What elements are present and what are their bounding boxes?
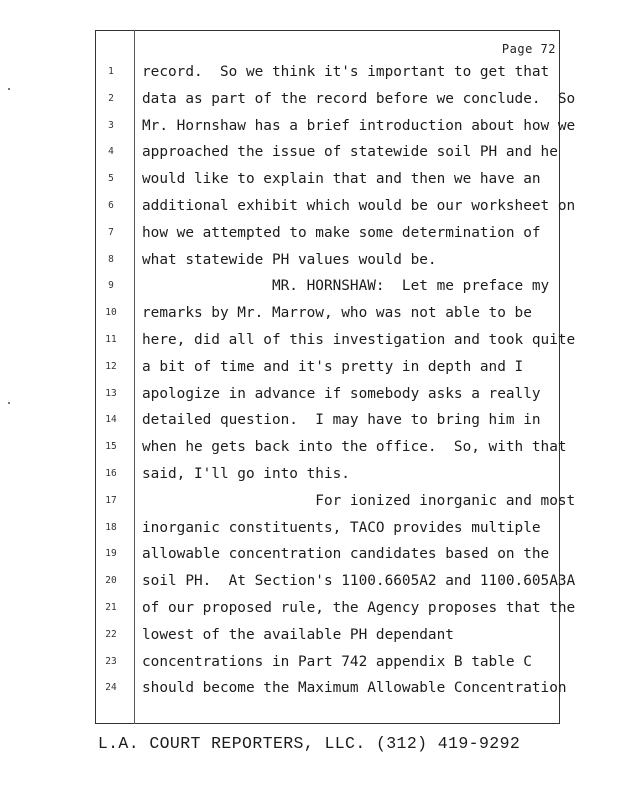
line-number: 7 [108, 226, 114, 238]
transcript-line [0, 118, 618, 144]
transcript-line [0, 386, 618, 412]
line-number: 13 [105, 387, 117, 399]
transcript-line [0, 252, 618, 278]
transcript-line [0, 654, 618, 680]
line-text: For ionized inorganic and most [142, 492, 576, 509]
line-number: 8 [108, 253, 114, 265]
scan-speck [8, 88, 10, 90]
transcript-line [0, 278, 618, 304]
line-text: MR. HORNSHAW: Let me preface my [142, 278, 550, 295]
line-number: 22 [105, 628, 117, 640]
transcript-line [0, 305, 618, 331]
line-number: 15 [105, 441, 117, 453]
line-text: concentrations in Part 742 appendix B table C [142, 653, 532, 670]
line-number: 19 [105, 548, 117, 560]
transcript-line [0, 64, 618, 90]
page-number: Page 72 [501, 42, 556, 56]
line-number: 20 [105, 575, 117, 587]
line-number: 1 [108, 66, 114, 77]
line-text: a bit of time and it's pretty in depth and I [142, 358, 524, 375]
line-text: data as part of the record before we conclude. So [142, 90, 576, 107]
line-number: 11 [105, 334, 117, 345]
line-number: 10 [105, 307, 117, 319]
line-number: 24 [105, 682, 117, 694]
line-text: remarks by Mr. Marrow, who was not able to be [142, 305, 532, 322]
line-text: approached the issue of statewide soil PH and he [142, 144, 558, 161]
line-text: lowest of the available PH dependant [142, 626, 454, 643]
line-number: 3 [108, 119, 114, 131]
transcript-line [0, 573, 618, 599]
transcript-line [0, 546, 618, 572]
line-number: 16 [105, 468, 117, 479]
line-number: 9 [108, 280, 114, 292]
line-text: allowable concentration candidates based on the [142, 546, 550, 563]
transcript-line [0, 332, 618, 358]
line-number: 4 [108, 146, 114, 158]
line-number: 21 [105, 602, 117, 613]
line-number: 12 [105, 360, 117, 372]
line-text: would like to explain that and then we have an [142, 171, 541, 188]
transcript-line [0, 359, 618, 385]
line-number: 17 [105, 494, 117, 506]
transcript-line [0, 439, 618, 465]
line-number: 6 [108, 200, 114, 211]
transcript-line [0, 144, 618, 170]
transcript-line [0, 627, 618, 653]
transcript-line [0, 91, 618, 117]
line-text: Mr. Hornshaw has a brief introduction about how we [142, 117, 576, 134]
line-text: here, did all of this investigation and took quite [142, 332, 576, 348]
line-number: 18 [105, 521, 117, 533]
line-text: additional exhibit which would be our worksheet on [142, 198, 576, 214]
scan-speck [8, 402, 10, 404]
line-number: 5 [108, 173, 114, 185]
line-number: 2 [108, 92, 114, 104]
line-text: inorganic constituents, TACO provides multiple [142, 519, 541, 536]
transcript-line [0, 466, 618, 492]
line-text: should become the Maximum Allowable Concentration [142, 680, 567, 697]
transcript-line [0, 225, 618, 251]
line-text: detailed question. I may have to bring him in [142, 412, 541, 429]
transcript-line [0, 171, 618, 197]
transcript-line [0, 198, 618, 224]
line-number: 14 [105, 414, 117, 426]
line-text: when he gets back into the office. So, with that [142, 439, 567, 456]
transcript-line [0, 520, 618, 546]
line-text: of our proposed rule, the Agency proposes that the [142, 600, 576, 616]
line-number: 23 [105, 655, 117, 667]
line-text: record. So we think it's important to get that [142, 64, 550, 80]
court-reporter-footer: L.A. COURT REPORTERS, LLC. (312) 419-9292 [97, 734, 521, 753]
transcript-line [0, 493, 618, 519]
line-text: soil PH. At Section's 1100.6605A2 and 1100.605A3A [142, 573, 576, 590]
line-text: apologize in advance if somebody asks a really [142, 385, 541, 402]
transcript-line [0, 412, 618, 438]
transcript-line [0, 600, 618, 626]
line-text: how we attempted to make some determination of [142, 224, 541, 241]
transcript-line [0, 680, 618, 706]
line-text: what statewide PH values would be. [142, 251, 437, 268]
line-text: said, I'll go into this. [142, 466, 350, 482]
